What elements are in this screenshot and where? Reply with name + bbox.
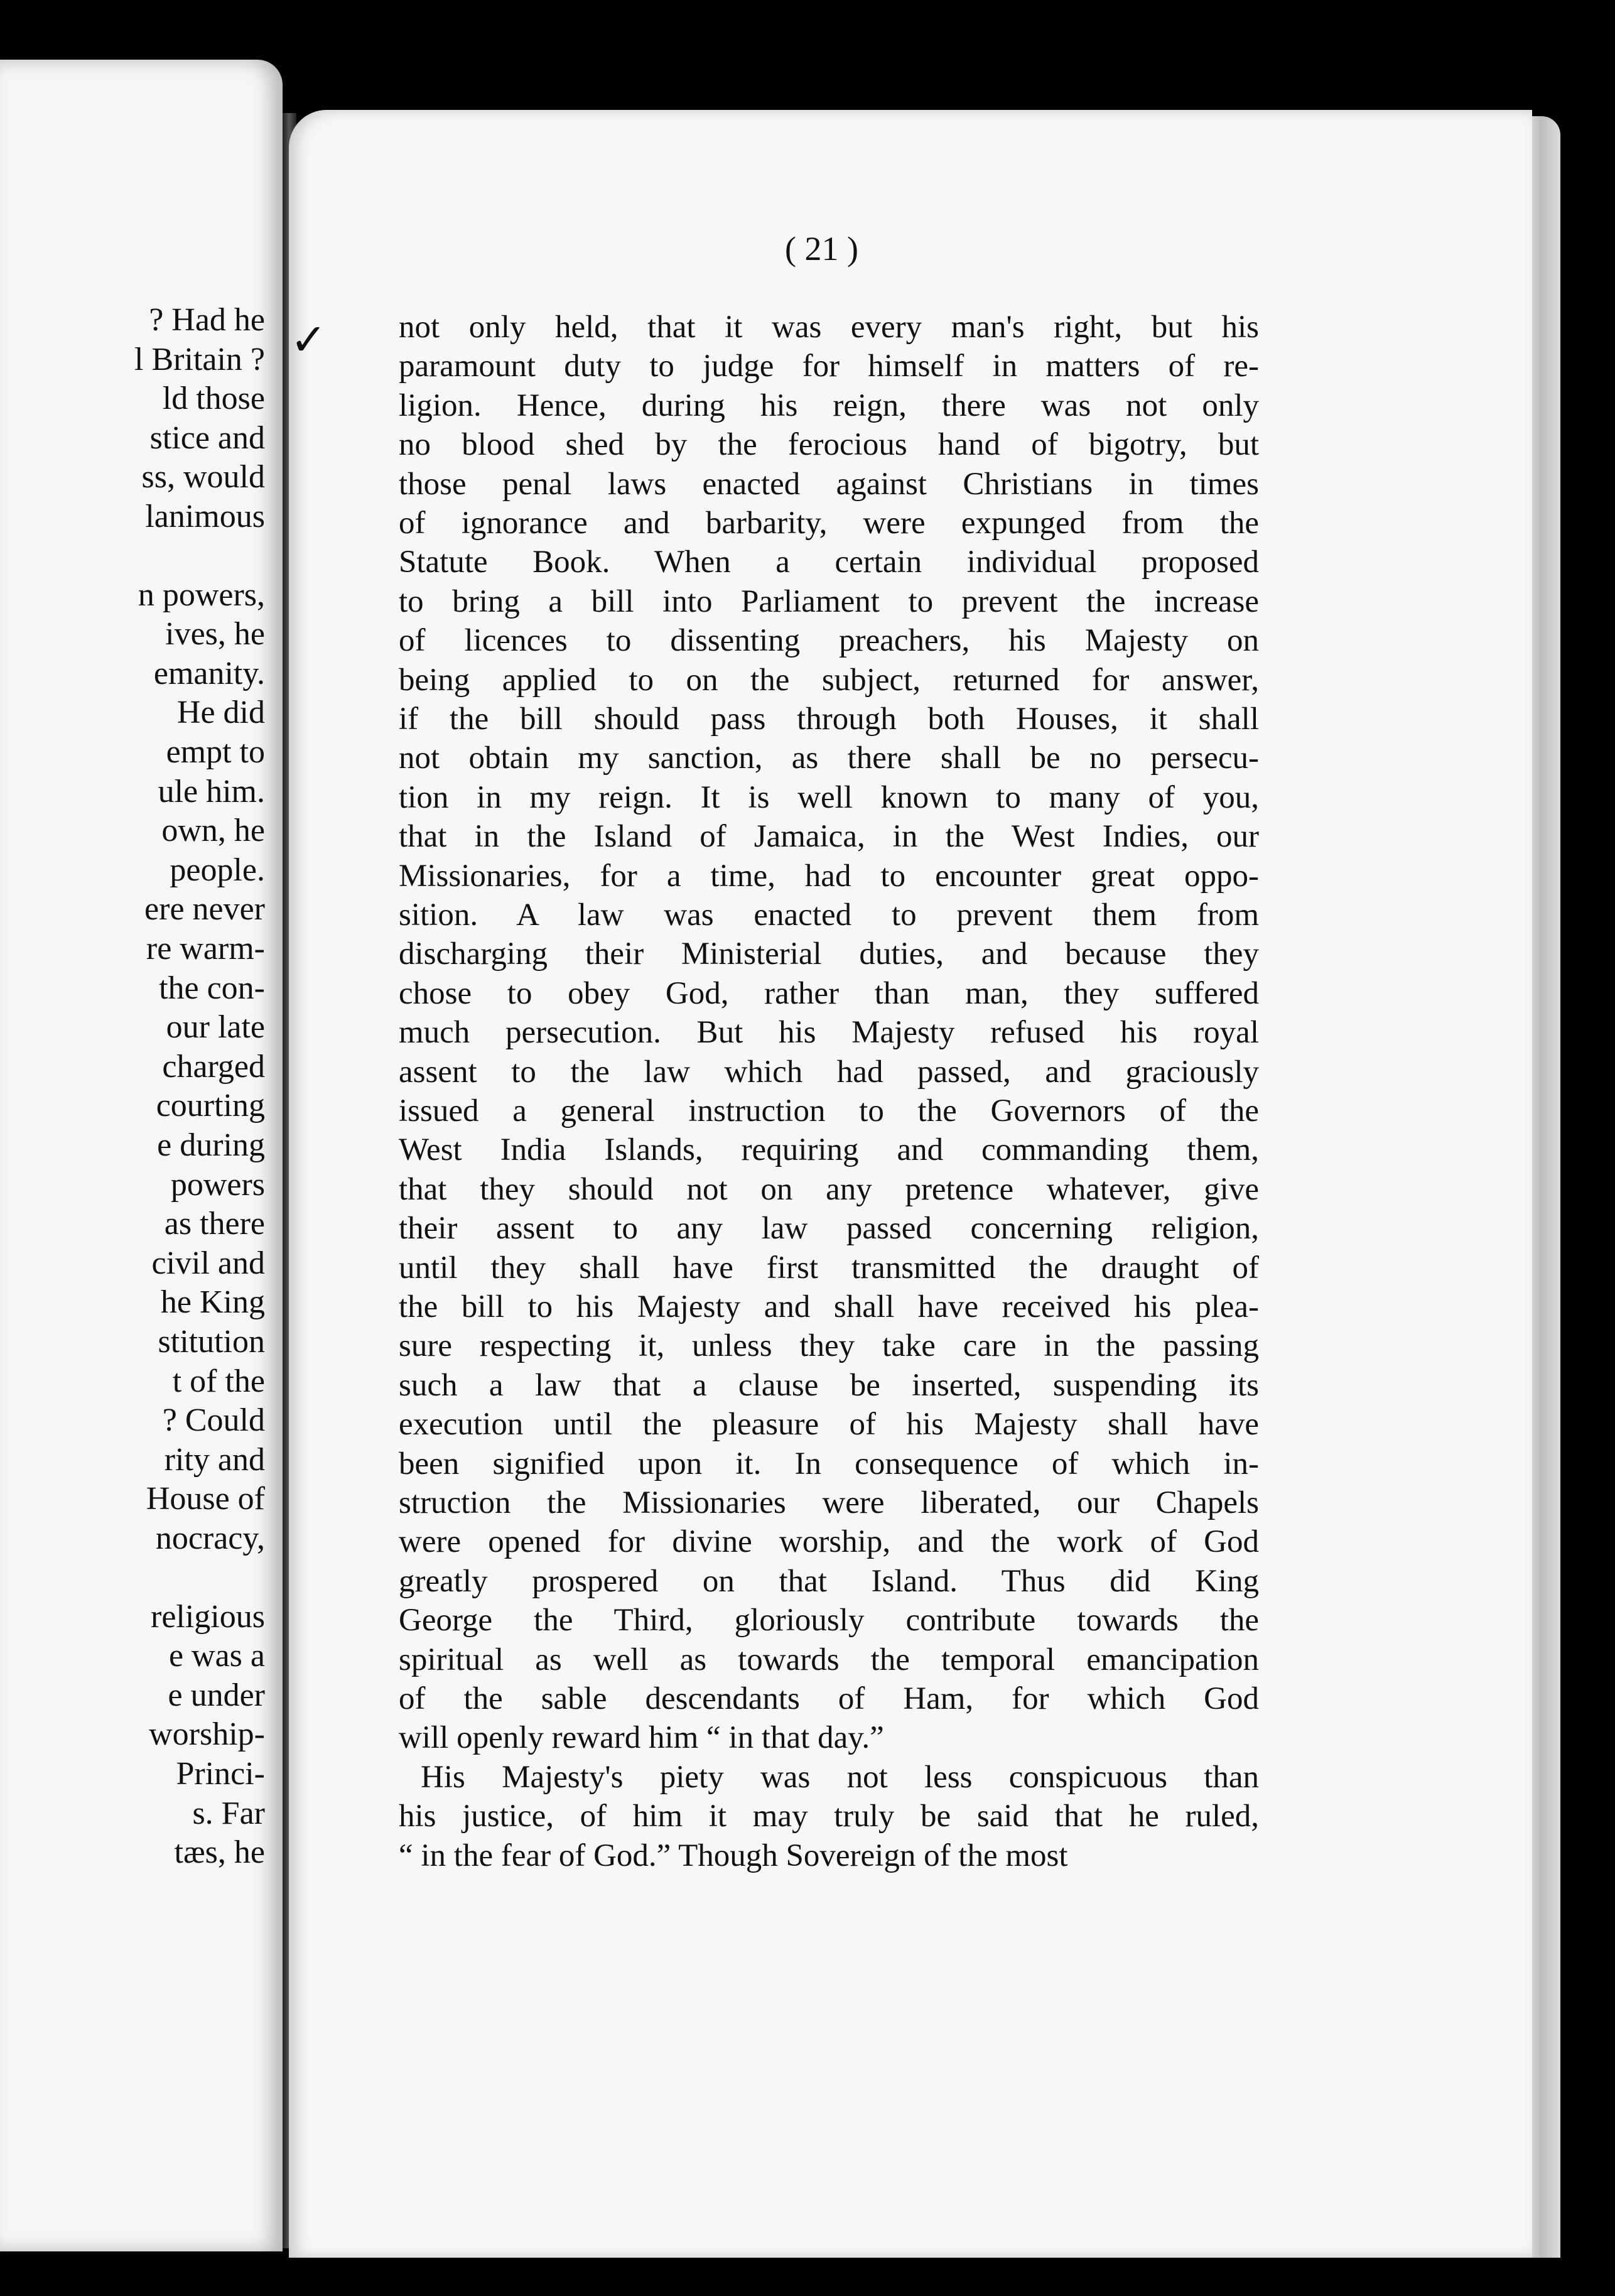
previous-page-line: ? Could xyxy=(162,1402,265,1438)
previous-page-line: people. xyxy=(170,852,265,888)
previous-page-line: ule him. xyxy=(158,774,265,810)
text-line: were opened for divine worship, and the work of God xyxy=(399,1524,1259,1559)
previous-page-line: ives, he xyxy=(165,616,265,652)
text-line: West India Islands, requiring and commanding them, xyxy=(399,1132,1259,1167)
previous-page-line: e during xyxy=(157,1127,265,1163)
previous-page-line: tæs, he xyxy=(174,1834,265,1870)
previous-page-line: rity and xyxy=(164,1442,265,1478)
text-line: tion in my reign. It is well known to many of you, xyxy=(399,780,1259,815)
text-line: not only held, that it was every man's right, but his xyxy=(399,310,1259,345)
text-line: such a law that a clause be inserted, suspending its xyxy=(399,1368,1259,1403)
text-line: his justice, of him it may truly be said that he ruled, xyxy=(399,1799,1259,1834)
previous-page-line: empt to xyxy=(166,734,265,770)
previous-page-line: religious xyxy=(151,1599,265,1635)
text-line: greatly prospered on that Island. Thus did King xyxy=(399,1564,1259,1599)
text-line: sition. A law was enacted to prevent them from xyxy=(399,897,1259,933)
text-line: those penal laws enacted against Christians in times xyxy=(399,467,1259,502)
text-line: being applied to on the subject, returned for answer, xyxy=(399,663,1259,698)
text-line: Missionaries, for a time, had to encounter great oppo- xyxy=(399,858,1259,894)
previous-page-line: emanity. xyxy=(153,656,265,691)
text-line: of ignorance and barbarity, were expunged from the xyxy=(399,506,1259,541)
text-line: until they shall have first transmitted the draught of xyxy=(399,1250,1259,1286)
previous-page-line: our late xyxy=(166,1009,265,1045)
previous-page-line: nocracy, xyxy=(155,1520,265,1556)
text-line: of the sable descendants of Ham, for which God xyxy=(399,1681,1259,1716)
previous-page-line: n powers, xyxy=(138,577,265,613)
previous-page-line: e under xyxy=(168,1677,265,1713)
previous-page-line: Princi- xyxy=(176,1756,265,1792)
previous-page-line: as there xyxy=(164,1206,265,1242)
text-line: much persecution. But his Majesty refused his royal xyxy=(399,1015,1259,1050)
previous-page-line: ere never xyxy=(144,891,265,927)
previous-page-line: he King xyxy=(160,1284,265,1320)
previous-page-line: stitution xyxy=(158,1324,265,1360)
text-line: if the bill should pass through both Houses, it shall xyxy=(399,701,1259,737)
text-line: that in the Island of Jamaica, in the West Indies, our xyxy=(399,819,1259,854)
text-line: chose to obey God, rather than man, they suffered xyxy=(399,976,1259,1011)
previous-page-line: ? Had he xyxy=(149,302,265,338)
previous-page-line: He did xyxy=(176,695,265,730)
text-line: issued a general instruction to the Governors of the xyxy=(399,1093,1259,1129)
text-line: execution until the pleasure of his Majesty shall have xyxy=(399,1407,1259,1442)
previous-page-line: s. Far xyxy=(192,1795,265,1831)
previous-page-line: t of the xyxy=(172,1363,265,1399)
previous-page-line: courting xyxy=(156,1088,265,1124)
previous-page-line: the con- xyxy=(159,970,265,1006)
text-line: paramount duty to judge for himself in matters of re- xyxy=(399,349,1259,384)
previous-page-line: powers xyxy=(170,1167,265,1203)
text-line: of licences to dissenting preachers, his Majesty on xyxy=(399,623,1259,658)
text-line: “ in the fear of God.” Though Sovereign of the most xyxy=(399,1838,1068,1873)
previous-page xyxy=(0,60,283,2251)
previous-page-line: civil and xyxy=(151,1245,265,1281)
margin-tick-mark: ✓ xyxy=(290,314,327,366)
text-line: will openly reward him “ in that day.” xyxy=(399,1720,884,1755)
previous-page-line: own, he xyxy=(161,813,265,848)
previous-page-line: re warm- xyxy=(146,931,265,967)
previous-page-line: charged xyxy=(162,1049,265,1085)
text-line: their assent to any law passed concerning religion, xyxy=(399,1211,1259,1246)
text-line: Statute Book. When a certain individual proposed xyxy=(399,544,1259,580)
text-line: struction the Missionaries were liberated, our Chapels xyxy=(399,1485,1259,1520)
text-line: assent to the law which had passed, and graciously xyxy=(399,1054,1259,1090)
previous-page-line: stice and xyxy=(149,420,265,456)
text-line: not obtain my sanction, as there shall be no persecu- xyxy=(399,740,1259,776)
previous-page-line: ss, would xyxy=(141,459,265,495)
text-line: been signified upon it. In consequence of which in- xyxy=(399,1446,1259,1481)
previous-page-line: l Britain ? xyxy=(134,342,265,377)
text-line: discharging their Ministerial duties, and because they xyxy=(399,936,1259,972)
previous-page-line: worship- xyxy=(149,1716,265,1752)
page-number: ( 21 ) xyxy=(785,230,858,268)
text-line: ligion. Hence, during his reign, there was not only xyxy=(399,388,1259,423)
text-line: His Majesty's piety was not less conspicuous than xyxy=(421,1760,1259,1795)
text-line: the bill to his Majesty and shall have received his plea- xyxy=(399,1289,1259,1324)
text-line: that they should not on any pretence whatever, give xyxy=(399,1172,1259,1207)
text-line: George the Third, gloriously contribute towards the xyxy=(399,1603,1259,1638)
previous-page-line: ld those xyxy=(162,381,265,416)
previous-page-line: House of xyxy=(146,1481,265,1517)
text-line: no blood shed by the ferocious hand of bigotry, but xyxy=(399,427,1259,462)
previous-page-line: e was a xyxy=(168,1638,265,1674)
text-line: to bring a bill into Parliament to prevent the increase xyxy=(399,584,1259,619)
text-line: spiritual as well as towards the temporal emancipation xyxy=(399,1642,1259,1677)
previous-page-line: lanimous xyxy=(145,499,265,534)
text-line: sure respecting it, unless they take care in the passing xyxy=(399,1328,1259,1363)
